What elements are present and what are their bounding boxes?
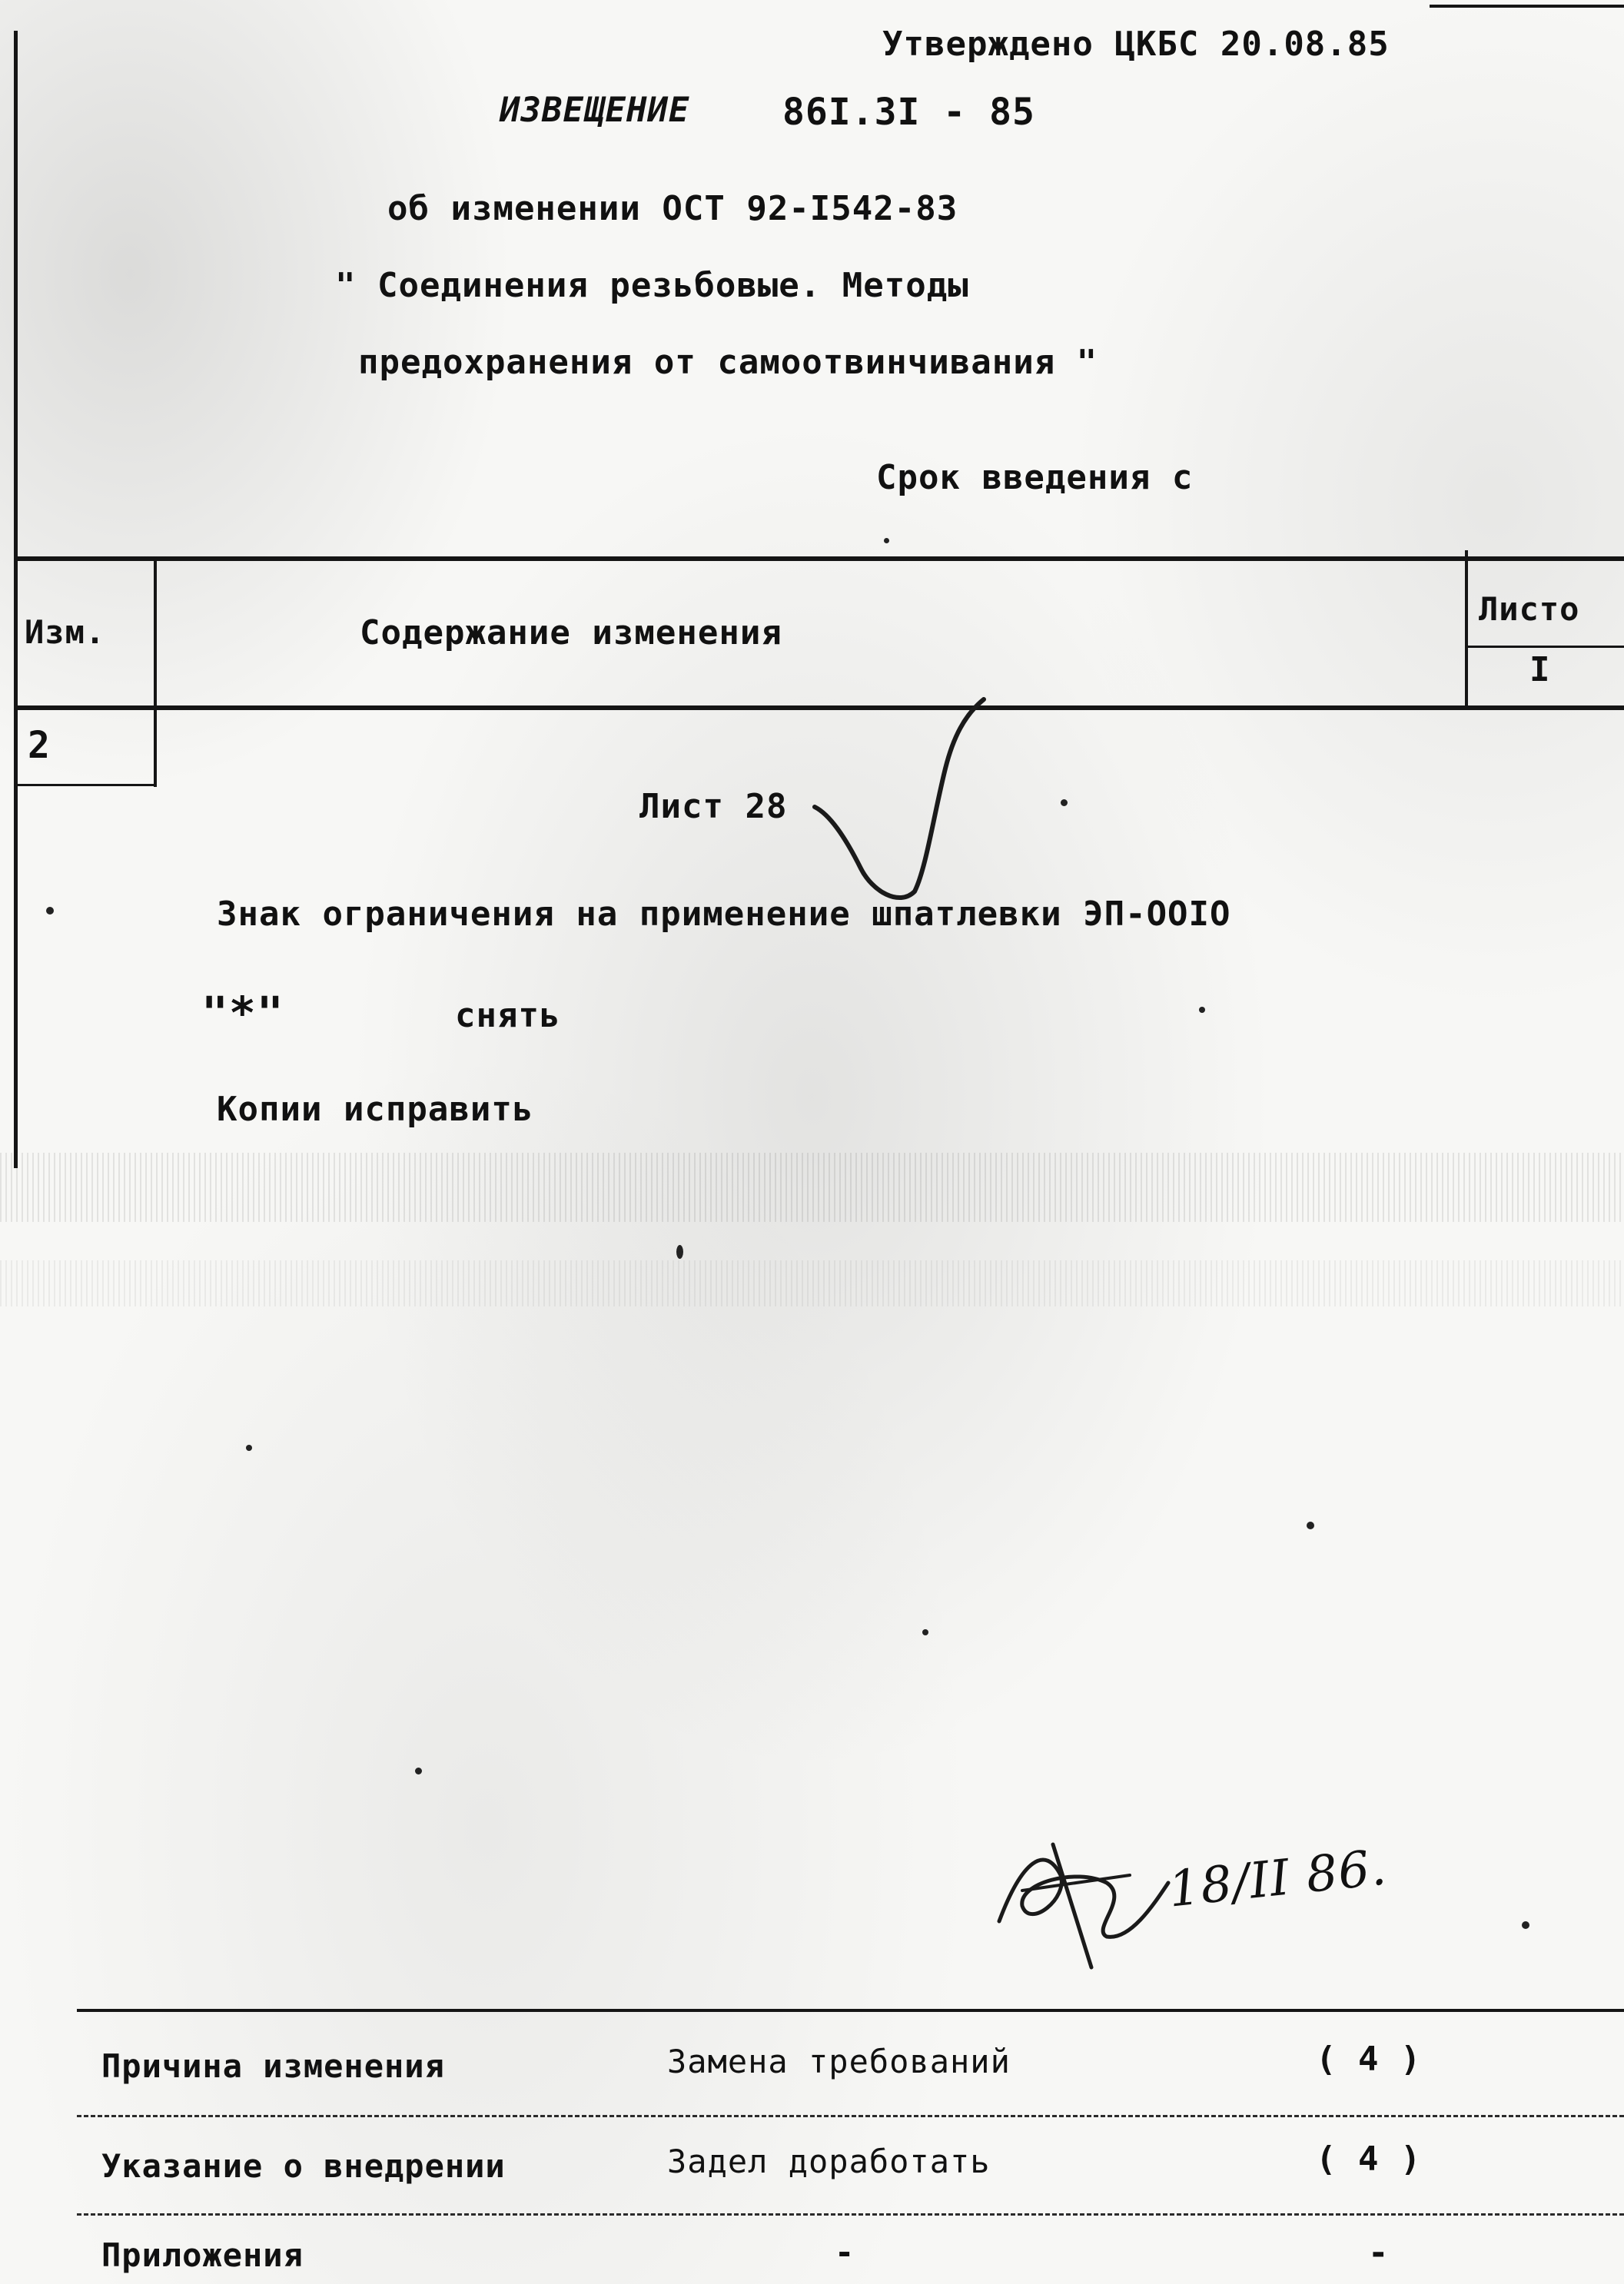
table-col-divider-right — [1465, 550, 1468, 709]
table-col-divider-left — [154, 558, 157, 787]
checkmark-icon — [799, 692, 1015, 915]
fold-crease-band-lower — [0, 1260, 1624, 1306]
effective-date-label: Срок введения с — [876, 458, 1194, 497]
speck — [676, 1245, 683, 1259]
change-number-value: 2 — [28, 724, 51, 767]
attachments-value: - — [835, 2233, 855, 2271]
speck — [922, 1629, 928, 1635]
sheet-cell-divider — [1465, 646, 1624, 648]
remove-instruction: снять — [455, 996, 561, 1035]
col-header-sheet: Листо — [1479, 590, 1580, 628]
reason-label: Причина изменения — [101, 2047, 445, 2085]
speck — [1199, 1007, 1205, 1013]
top-right-rule — [1430, 5, 1624, 8]
reason-value: Замена требований — [667, 2043, 1011, 2080]
footer-divider-2 — [77, 2213, 1624, 2216]
signature-date: 18/II 86. — [1165, 1839, 1390, 1919]
speck — [1307, 1522, 1314, 1529]
implementation-value: Задел доработать — [667, 2143, 991, 2180]
speck — [1061, 799, 1068, 806]
reason-code: ( 4 ) — [1316, 2040, 1422, 2079]
sheet-reference: Лист 28 — [639, 787, 788, 826]
speck — [246, 1445, 252, 1451]
col-header-content: Содержание изменения — [360, 613, 782, 652]
sheet-number-value: I — [1529, 650, 1551, 689]
restriction-line: Знак ограничения на применение шпатлевки ЭП-ООIО — [217, 895, 1231, 934]
notice-number: 86I.3I - 85 — [782, 91, 1035, 134]
change-about-line: об изменении ОСТ 92-I542-83 — [387, 189, 958, 228]
speck — [415, 1768, 422, 1774]
notice-title: ИЗВЕЩЕНИЕ — [500, 91, 690, 130]
change-no-cell-bottom — [14, 784, 157, 786]
signature-scribble-icon — [976, 1814, 1199, 1975]
asterisk-symbol: "*" — [201, 987, 284, 1039]
col-header-change-no: Изм. — [25, 613, 106, 651]
fold-crease-band — [0, 1153, 1624, 1222]
implementation-code: ( 4 ) — [1316, 2140, 1422, 2179]
table-top-rule — [14, 556, 1624, 561]
approval-stamp: Утверждено ЦКБС 20.08.85 — [882, 25, 1390, 64]
speck — [884, 538, 889, 543]
footer-top-rule — [77, 2009, 1624, 2012]
attachments-label: Приложения — [101, 2236, 304, 2274]
copies-instruction: Копии исправить — [217, 1090, 534, 1129]
attachments-code: - — [1368, 2233, 1390, 2272]
subject-line-1: " Соединения резьбовые. Методы — [335, 266, 969, 305]
speck — [1522, 1921, 1529, 1929]
footer-divider-1 — [77, 2115, 1624, 2117]
subject-line-2: предохранения от самоотвинчивания " — [358, 343, 1098, 382]
speck — [46, 907, 54, 915]
implementation-label: Указание о внедрении — [101, 2147, 506, 2185]
left-margin-line — [14, 31, 18, 1168]
